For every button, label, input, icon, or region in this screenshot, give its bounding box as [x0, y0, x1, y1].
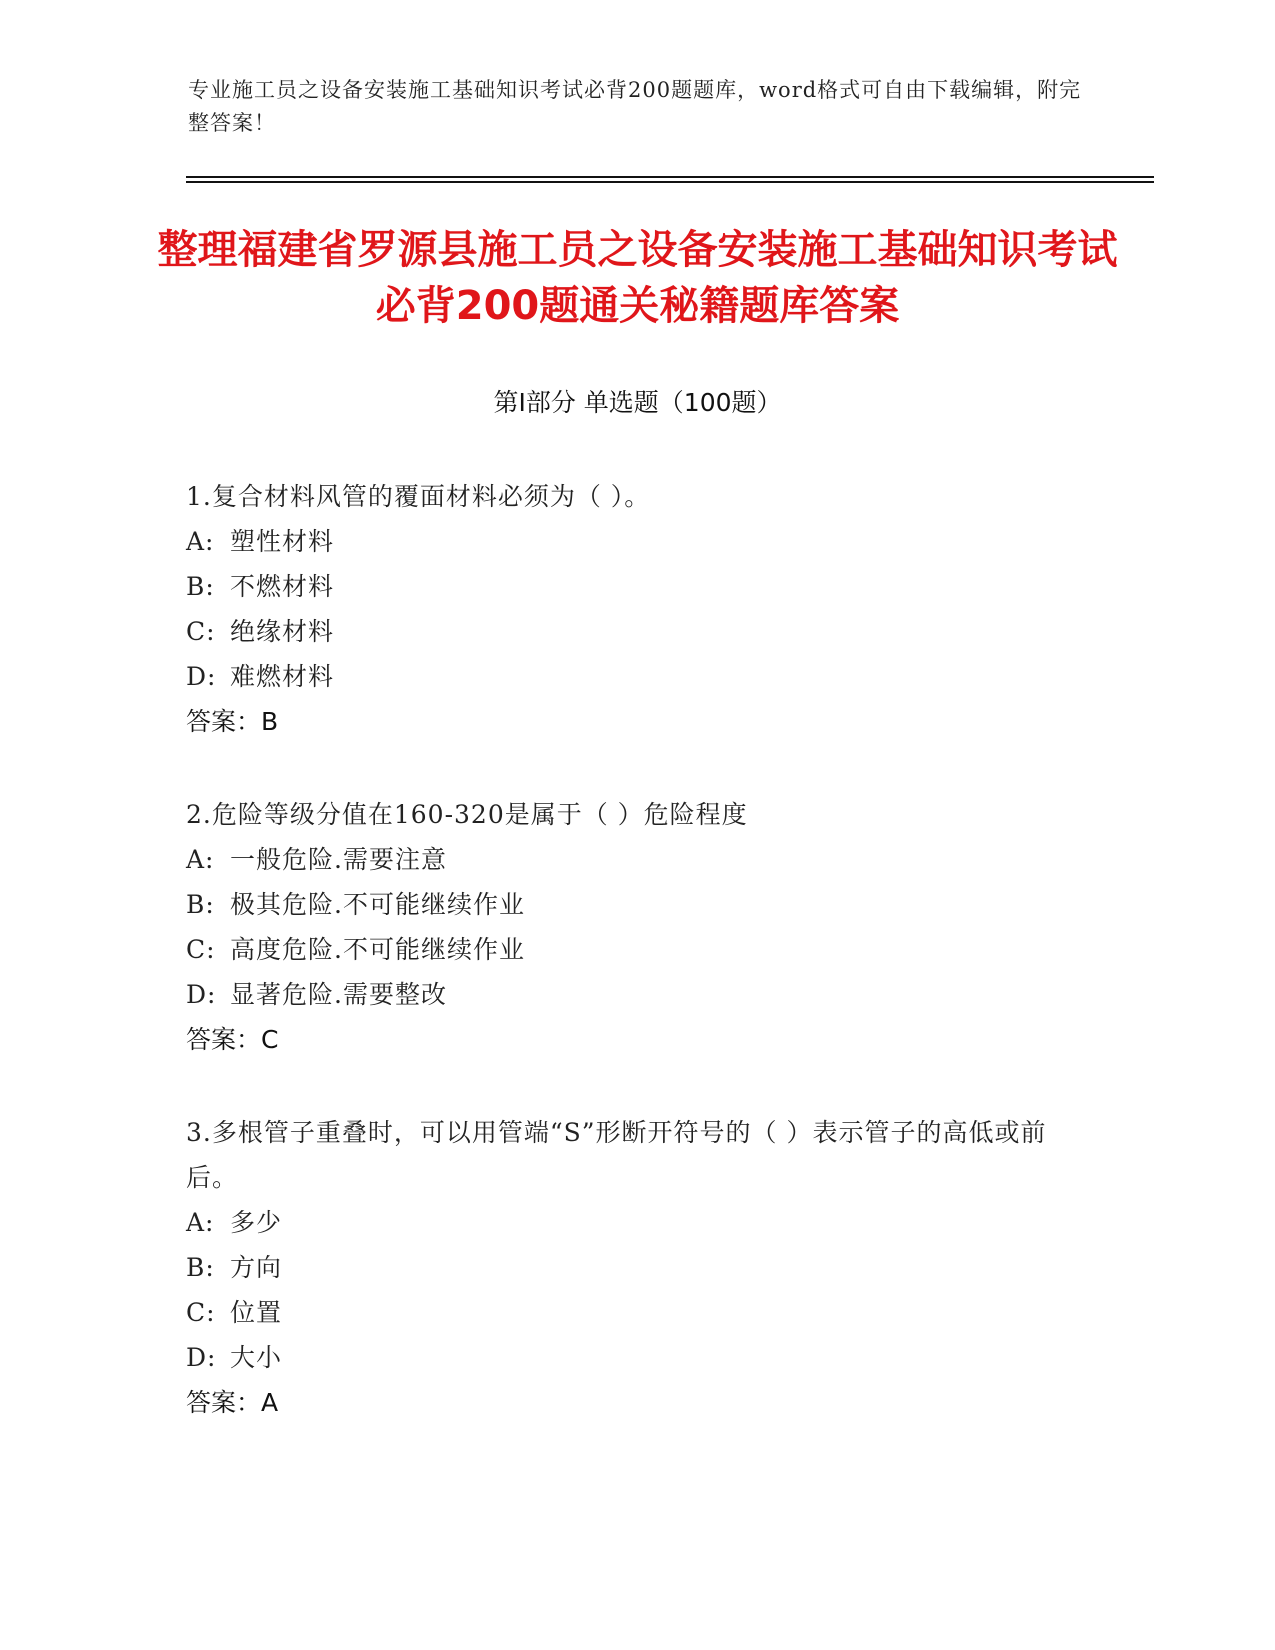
option-key: C:	[186, 617, 216, 646]
option-text: 位置	[230, 1298, 283, 1327]
option-key: A:	[186, 845, 215, 874]
header-note: 专业施工员之设备安装施工基础知识考试必背200题题库，word格式可自由下载编辑，附完整答案！	[188, 78, 1082, 135]
option-key: D:	[186, 1343, 217, 1372]
option-key: B:	[186, 890, 215, 919]
question-stem: 2.危险等级分值在160-320是属于（ ）危险程度	[186, 800, 748, 829]
option-key: D:	[186, 980, 217, 1009]
answer-line: 答案：C	[186, 1025, 279, 1054]
option-key: B:	[186, 572, 215, 601]
option-key: D:	[186, 662, 217, 691]
question-1	[186, 474, 1086, 744]
document-title: 整理福建省罗源县施工员之设备安装施工基础知识考试必背200题通关秘籍题库答案	[157, 227, 1118, 329]
answer-line: 答案：A	[186, 1388, 279, 1417]
option-a	[186, 1200, 1086, 1245]
option-c	[186, 927, 1086, 972]
option-key: A:	[186, 1208, 215, 1237]
section-title: 第Ⅰ部分 单选题（100题）	[493, 388, 782, 417]
option-d	[186, 654, 1086, 699]
option-b	[186, 564, 1086, 609]
option-key: A:	[186, 527, 215, 556]
option-text: 方向	[230, 1253, 283, 1282]
option-text: 一般危险.需要注意	[230, 845, 447, 874]
header-rule-bottom	[186, 181, 1154, 183]
answer-line: 答案：B	[186, 707, 279, 736]
option-text: 塑性材料	[230, 527, 335, 556]
question-stem: 3.多根管子重叠时，可以用管端“S”形断开符号的（ ）表示管子的高低或前后。	[186, 1118, 1047, 1192]
option-b	[186, 1245, 1086, 1290]
header-rule-top	[186, 176, 1154, 178]
option-text: 高度危险.不可能继续作业	[230, 935, 525, 964]
question-2	[186, 792, 1086, 1062]
option-text: 绝缘材料	[230, 617, 335, 646]
option-text: 大小	[230, 1343, 283, 1372]
option-a	[186, 519, 1086, 564]
option-c	[186, 1290, 1086, 1335]
option-text: 难燃材料	[230, 662, 335, 691]
option-text: 多少	[230, 1208, 283, 1237]
option-key: B:	[186, 1253, 215, 1282]
option-text: 显著危险.需要整改	[230, 980, 447, 1009]
option-b	[186, 882, 1086, 927]
option-key: C:	[186, 935, 216, 964]
question-3	[186, 1110, 1086, 1425]
option-d	[186, 1335, 1086, 1380]
option-text: 不燃材料	[230, 572, 335, 601]
option-key: C:	[186, 1298, 216, 1327]
question-stem: 1.复合材料风管的覆面材料必须为（ ）。	[186, 482, 651, 511]
option-a	[186, 837, 1086, 882]
option-text: 极其危险.不可能继续作业	[230, 890, 525, 919]
option-d	[186, 972, 1086, 1017]
option-c	[186, 609, 1086, 654]
